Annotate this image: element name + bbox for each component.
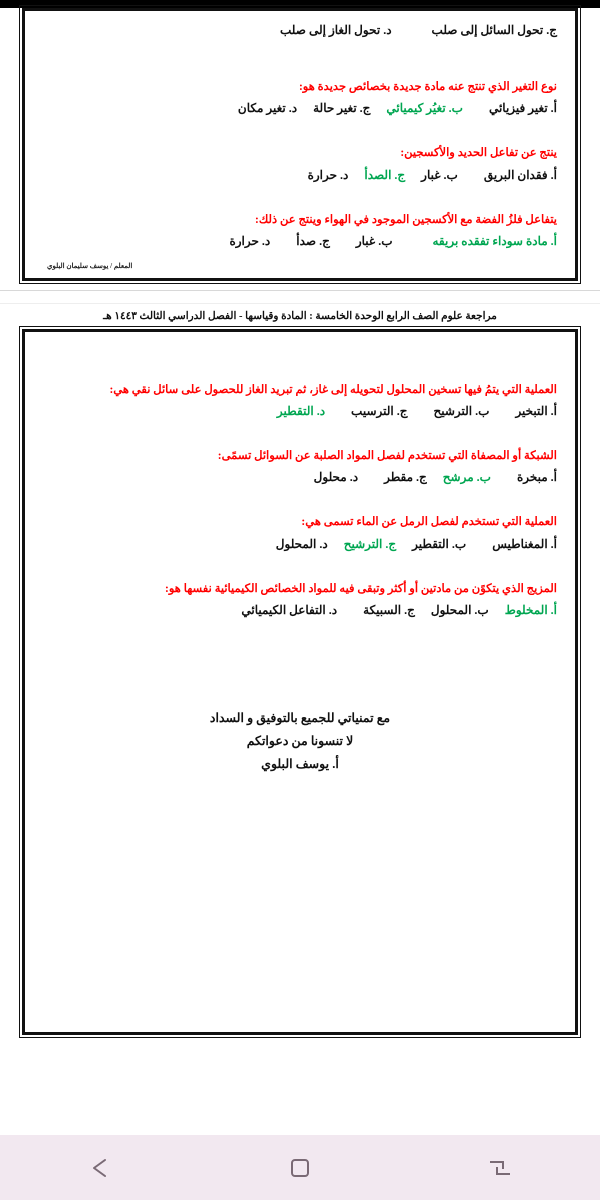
question-stem: العملية التي تستخدم لفصل الرمل عن الماء تسمى هي: bbox=[301, 516, 557, 529]
document-page-2 bbox=[0, 304, 600, 1035]
option-d[interactable]: د. حرارة bbox=[307, 167, 349, 182]
option-a[interactable]: أ. فقدان البريق bbox=[483, 167, 557, 182]
recents-icon bbox=[485, 1153, 515, 1183]
option-d: د. تحول الغاز إلى صلب bbox=[280, 23, 392, 37]
page-separator bbox=[0, 290, 600, 304]
option-c[interactable]: ج. السبيكة bbox=[363, 602, 415, 617]
option-d[interactable]: د. التفاعل الكيميائي bbox=[241, 602, 338, 617]
previous-page-edge bbox=[0, 0, 600, 8]
option-a[interactable]: أ. تغير فيزيائي bbox=[488, 101, 557, 116]
option-a[interactable]: أ. المغناطيس bbox=[492, 536, 557, 551]
document-running-header: مراجعة علوم الصف الرابع الوحدة الخامسة : المادة وقياسها - الفصل الدراسي الثالث ١٤٤٣ هـ bbox=[103, 310, 497, 322]
teacher-signature: المعلم / يوسف سليمان البلوي bbox=[47, 261, 133, 270]
question-options bbox=[41, 468, 559, 486]
option-c[interactable]: ج. الترشيح bbox=[343, 536, 397, 551]
question-options bbox=[41, 402, 559, 420]
question-options bbox=[41, 166, 559, 184]
option-b[interactable]: ب. مرشح bbox=[442, 470, 491, 485]
recents-button[interactable] bbox=[445, 1135, 555, 1200]
question-options bbox=[41, 535, 559, 553]
page-2-blank-area bbox=[41, 776, 559, 1026]
question-block bbox=[41, 145, 559, 183]
home-square-icon bbox=[285, 1153, 315, 1183]
option-c[interactable]: ج. الترسيب bbox=[351, 404, 408, 418]
option-d[interactable]: د. تغير مكان bbox=[237, 101, 298, 116]
option-d[interactable]: د. المحلول bbox=[275, 536, 328, 551]
question-stem: الشبكة أو المصفاة التي تستخدم لفصل المواد الصلبة عن السوائل تسمًى: bbox=[217, 450, 557, 462]
option-b[interactable]: ب. تغيُر كيميائي bbox=[386, 101, 463, 116]
question-stem: ينتج عن تفاعل الحديد والأكسجين: bbox=[400, 147, 557, 160]
back-arrow-icon bbox=[85, 1153, 115, 1183]
question-options bbox=[41, 601, 559, 619]
option-c[interactable]: ج. صدأ bbox=[296, 233, 330, 248]
question-options bbox=[41, 99, 559, 117]
closing-line-1: مع تمنياتي للجميع بالتوفيق و السداد bbox=[209, 710, 391, 725]
back-button[interactable] bbox=[45, 1135, 155, 1200]
option-b[interactable]: ب. الترشيح bbox=[433, 404, 490, 418]
option-a[interactable]: أ. مبخرة bbox=[516, 470, 557, 485]
option-b[interactable]: ب. التقطير bbox=[412, 536, 467, 551]
question-block bbox=[41, 514, 559, 552]
question-block bbox=[41, 79, 559, 117]
closing-line-3: أ. يوسف البلوي bbox=[261, 757, 339, 771]
option-b[interactable]: ب. غبار bbox=[355, 233, 393, 248]
option-c[interactable]: ج. مقطر bbox=[384, 470, 427, 485]
document-page-1 bbox=[0, 8, 600, 281]
question-block bbox=[41, 581, 559, 619]
option-d[interactable]: د. محلول bbox=[313, 470, 359, 485]
closing-line-2: لا تنسونا من دعواتكم bbox=[246, 733, 354, 748]
question-stem: يتفاعل فلزُ الفضة مع الأكسجين الموجود في الهواء وينتج عن ذلك: bbox=[255, 213, 557, 226]
page-1-border bbox=[22, 8, 578, 281]
option-a[interactable]: أ. المخلوط bbox=[504, 602, 557, 617]
option-d[interactable]: د. التقطير bbox=[276, 404, 326, 418]
home-button[interactable] bbox=[245, 1135, 355, 1200]
option-c[interactable]: ج. تغير حالة bbox=[313, 101, 371, 116]
question-options bbox=[41, 232, 559, 250]
question-block bbox=[41, 212, 559, 250]
question-stem: العملية التي يتمُ فيها تسخين المحلول لتحويله إلى غاز، ثم تبريد الغاز للحصول على سائل نقي هي: bbox=[109, 383, 557, 396]
question-stem: المزيج الذي يتكوًن من مادتين أو أكثر وتبقى فيه للمواد الخصائص الكيميائية نفسها هو: bbox=[165, 582, 557, 595]
page-2-border bbox=[22, 329, 578, 1035]
android-navigation-bar bbox=[0, 1135, 600, 1200]
option-c[interactable]: ج. الصدأ bbox=[364, 167, 406, 182]
option-a[interactable]: أ. التبخير bbox=[515, 404, 557, 418]
option-b[interactable]: ب. غبار bbox=[421, 167, 458, 182]
question-block bbox=[41, 382, 559, 420]
question-block bbox=[41, 448, 559, 486]
option-a[interactable]: أ. مادة سوداء تفقده بريقه bbox=[432, 233, 557, 248]
question-stem: نوع التغير الذي تنتج عنه مادة جديدة بخصائص جديدة هو: bbox=[298, 81, 557, 93]
orphan-options-row bbox=[41, 21, 559, 39]
option-b[interactable]: ب. المحلول bbox=[430, 602, 489, 617]
option-d[interactable]: د. حرارة bbox=[229, 233, 271, 248]
option-c: ج. تحول السائل إلى صلب bbox=[431, 23, 557, 37]
closing-message bbox=[41, 701, 559, 776]
